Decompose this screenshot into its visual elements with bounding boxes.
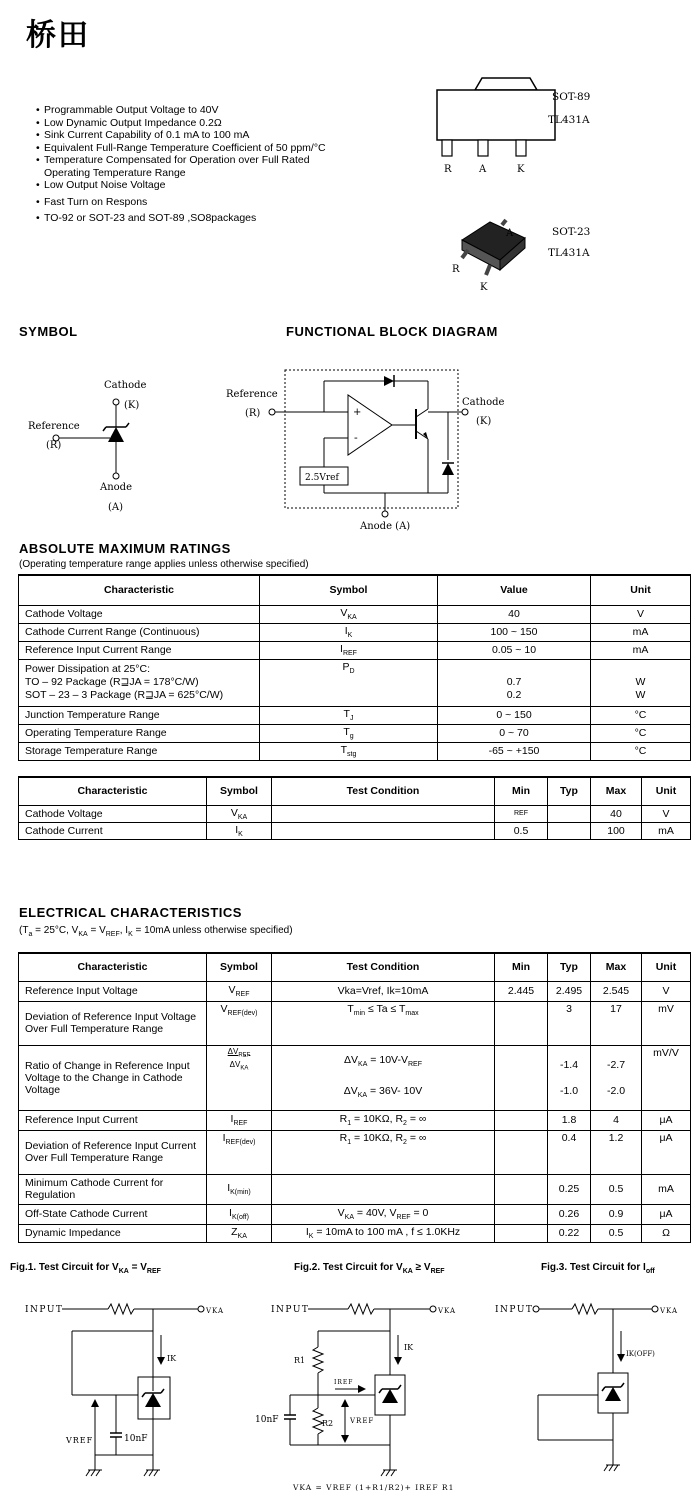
table-header-row [19,777,691,805]
fig3-input-label: INPUT [495,1305,534,1315]
cell: Ratio of Change in Reference Input Voltage to the Change in Cathode Voltage [19,1045,207,1110]
cell: μA [642,1204,691,1224]
sot23-package-drawing [440,210,690,295]
cell: 100 ~ 150 [438,623,591,641]
cell: $Z_{KA}$ [207,1224,272,1242]
cell: 2.545 [591,981,642,1001]
sot89-pin-r: R [444,164,452,175]
cell: $V_{KA}$ [207,805,272,822]
table-row [19,1224,691,1242]
feature-item: • Fast Turn on Respons [36,196,344,209]
fig2-equation: VKA = VREF (1+R1/R2)+ IREF R1 [293,1483,455,1492]
col-characteristic: Characteristic [19,575,260,605]
cell: Deviation of Reference Input Voltage Over Full Temperature Range [19,1001,207,1045]
cell: 0.9 [591,1204,642,1224]
col-unit: Unit [642,953,691,981]
cell: -65 ~ +150 [438,742,591,760]
cell: $V_{REF(dev)}$ [207,1001,272,1045]
sot23-label: SOT-23 [552,226,591,238]
opamp-minus: - [354,431,358,444]
cell: Cathode Current [19,822,207,839]
symbol-anode-label: Anode [100,482,133,493]
cell: mA [591,641,691,659]
cell: 0.05 ~ 10 [438,641,591,659]
symbol-drawing [20,375,170,515]
cell [272,822,495,839]
cell: $\Delta V_{KA} = 10V-V_{REF}$ $\Delta V_{KA} = 36V-$ 10V [272,1045,495,1110]
cell: Reference Input Current Range [19,641,260,659]
cell: $V_{REF}$ [207,981,272,1001]
cell: 17 [591,1001,642,1045]
table-row [19,981,691,1001]
cell: 0.4 [548,1130,591,1174]
cell: Dynamic Impedance [19,1224,207,1242]
cell-value: -1.4 [559,1058,579,1071]
cell: 100 [591,822,642,839]
cell: $I_K = 10mA$ to 100 mA , f ≤ 1.0KHz [272,1224,495,1242]
cell: $I_{REF}$ [260,641,438,659]
cell [495,1174,548,1204]
cell: $V_{KA}$ [260,605,438,623]
cell: $T_{stg}$ [260,742,438,760]
electrical-characteristics-table [18,952,691,1243]
cell: Cathode Current Range (Continuous) [19,623,260,641]
cell [272,1174,495,1204]
cell: 4 [591,1110,642,1130]
symbol-a-label: (A) [108,502,124,513]
cell: 0.22 [548,1224,591,1242]
table-row [19,805,691,822]
cell: mA [591,623,691,641]
sot89-package-drawing [420,70,690,180]
cell: °C [591,706,691,724]
cell-value: -2.7 [606,1058,626,1071]
cell: Junction Temperature Range [19,706,260,724]
cell: Minimum Cathode Current for Regulation [19,1174,207,1204]
table-row [19,1110,691,1130]
power-line: SOT – 23 – 3 Package (R⊒JA = 625°C/W) [25,689,224,701]
feature-item: • Equivalent Full-Range Temperature Coefficient of 50 ppm/°C [36,142,344,155]
symbol-k-label: (K) [124,400,140,411]
cell: $I_{REF(dev)}$ [207,1130,272,1174]
power-value: 0.7 [506,676,522,688]
recommended-operating-table [18,776,691,840]
block-reference-label: Reference [226,389,278,400]
cell [548,1045,591,1110]
fig2-input-label: INPUT [271,1305,310,1315]
table-row [19,1130,691,1174]
sot89-pin-k: K [517,164,525,175]
cell: V [642,805,691,822]
cell: $R_1 = 10K\Omega$, $R_2$ = ∞ [272,1130,495,1174]
col-unit: Unit [591,575,691,605]
vref-box-label: 2.5Vref [305,473,339,483]
fig3-ik-label: IK(OFF) [626,1350,655,1358]
table-row [19,822,691,839]
fig1-vref-label: VREF [66,1436,94,1445]
table-row [19,742,691,760]
sot89-label: SOT-89 [552,91,591,103]
col-typ: Typ [548,953,591,981]
cell: Ω [642,1224,691,1242]
col-symbol: Symbol [207,953,272,981]
cell: °C [591,742,691,760]
elec-subtitle: ($T_a = 25^\circ C$, $V_{KA} = V_{REF}$, $I_K = 10mA$ unless otherwise specified) [19,925,293,938]
cell: 0.26 [548,1204,591,1224]
col-symbol: Symbol [260,575,438,605]
table-header-row [19,953,691,981]
sot89-part: TL431A [548,114,590,126]
cell: 0 ~ 70 [438,724,591,742]
cell [495,1110,548,1130]
block-k-label: (K) [476,416,492,427]
fig2-r1-label: R1 [294,1356,306,1365]
symbol-r-label: (R) [46,440,62,451]
cell [495,1130,548,1174]
sot23-pin-a: A [506,228,514,239]
brand-logo: 桥田 [26,18,90,53]
fig3-vka-label: VKA [660,1307,679,1315]
col-symbol: Symbol [207,777,272,805]
abs-max-table [18,574,691,761]
table-row [19,1174,691,1204]
cell: Vka=Vref, Ik=10mA [272,981,495,1001]
cell [19,659,260,706]
cell: mA [642,822,691,839]
cell: REF [495,805,548,822]
cell: °C [591,724,691,742]
cell: Cathode Voltage [19,805,207,822]
feature-item: • Sink Current Capability of 0.1 mA to 100 mA [36,129,344,142]
feature-item: • TO-92 or SOT-23 and SOT-89 ,SO8packages [36,212,344,225]
block-cathode-label: Cathode [462,397,505,408]
cell [272,805,495,822]
cell: Deviation of Reference Input Current Over Full Temperature Range [19,1130,207,1174]
cell: $I_K$ [207,822,272,839]
fig2-ik-label: IK [404,1343,414,1352]
fig3-circuit [490,1295,695,1480]
fig2-cap-label: 10nF [255,1415,279,1425]
cell-value: -1.0 [559,1084,579,1097]
cell: μA [642,1110,691,1130]
fig2-title: Fig.2. Test Circuit for $V_{KA} \ge V_{REF}$ [294,1262,445,1275]
cell: $I_{K(off)}$ [207,1204,272,1224]
feature-list [36,104,344,225]
block-r-label: (R) [245,408,261,419]
col-unit: Unit [642,777,691,805]
cell: 2.445 [495,981,548,1001]
table-row [19,605,691,623]
symbol-cathode-label: Cathode [104,380,147,391]
cell [495,1204,548,1224]
cell [495,1224,548,1242]
fig2-circuit [250,1295,480,1495]
cell: 0.25 [548,1174,591,1204]
col-characteristic: Characteristic [19,953,207,981]
sot89-pin-a: A [479,164,487,175]
functional-block-diagram [220,365,520,535]
col-condition: Test Condition [272,953,495,981]
cell: $T_J$ [260,706,438,724]
col-max: Max [591,953,642,981]
power-line: Power Dissipation at 25°C: [25,663,151,675]
cell: mV [642,1001,691,1045]
fig2-vka-label: VKA [438,1307,457,1315]
fig1-input-label: INPUT [25,1305,64,1315]
block-diagram-title: FUNCTIONAL BLOCK DIAGRAM [286,324,498,339]
fig1-ik-label: IK [167,1354,177,1363]
cell: Storage Temperature Range [19,742,260,760]
cell: Reference Input Voltage [19,981,207,1001]
table-row [19,659,691,706]
elec-title: ELECTRICAL CHARACTERISTICS [19,905,242,920]
cell: $T_g$ [260,724,438,742]
cell [591,659,691,706]
table-row [19,724,691,742]
sot23-pin-k: K [480,282,488,293]
cell: V [642,981,691,1001]
cell: Cathode Voltage [19,605,260,623]
cell [548,822,591,839]
feature-item: • Temperature Compensated for Operation over Full Rated Operating Temperature Range [36,154,344,179]
cell: $\Delta V_{REF}$ $\Delta V_{KA}$ [207,1045,272,1110]
col-typ: Typ [548,777,591,805]
cell: Reference Input Current [19,1110,207,1130]
opamp-plus: + [353,407,362,418]
cell: 1.8 [548,1110,591,1130]
abs-max-subtitle: (Operating temperature range applies unless otherwise specified) [19,559,309,570]
power-unit: W [635,689,646,701]
cell: μA [642,1130,691,1174]
cell [495,1001,548,1045]
sot23-part: TL431A [548,247,590,259]
table-row [19,706,691,724]
table-row [19,1045,691,1110]
fig3-title: Fig.3. Test Circuit for $I_{off}$ [541,1262,655,1275]
cell-value: -2.0 [606,1084,626,1097]
cell: $I_{REF}$ [207,1110,272,1130]
cell: 2.495 [548,981,591,1001]
power-line: TO – 92 Package (R⊒JA = 178°C/W) [25,676,199,688]
cell: $I_K$ [260,623,438,641]
power-unit: W [635,676,646,688]
feature-item: • Programmable Output Voltage to 40V [36,104,344,117]
table-row [19,641,691,659]
fig2-vref-label: VREF [350,1417,375,1425]
cell: 0.5 [495,822,548,839]
cell: mA [642,1174,691,1204]
fig2-iref-label: IREF [334,1379,354,1386]
block-anode-label: Anode (A) [360,521,411,532]
cell: 0.5 [591,1174,642,1204]
table-header-row [19,575,691,605]
cell: $V_{KA} = 40V$, $V_{REF} = 0$ [272,1204,495,1224]
abs-max-title: ABSOLUTE MAXIMUM RATINGS [19,541,231,556]
fig1-cap-label: 10nF [124,1434,148,1444]
cell: $P_D$ [260,659,438,706]
fig2-r2-label: R2 [322,1419,334,1428]
col-characteristic: Characteristic [19,777,207,805]
fig1-title: Fig.1. Test Circuit for $V_{KA} = V_{REF}$ [10,1262,161,1275]
table-row [19,1204,691,1224]
cell: Operating Temperature Range [19,724,260,742]
col-min: Min [495,777,548,805]
sot23-pin-r: R [452,264,460,275]
col-condition: Test Condition [272,777,495,805]
table-row [19,1001,691,1045]
cell [591,1045,642,1110]
cell: 40 [438,605,591,623]
fig1-circuit [20,1295,240,1495]
table-row [19,623,691,641]
symbol-title: SYMBOL [19,324,78,339]
cell: 0 ~ 150 [438,706,591,724]
col-max: Max [591,777,642,805]
cell: 40 [591,805,642,822]
cell: mV/V [642,1045,691,1110]
cell: V [591,605,691,623]
cell: 0.5 [591,1224,642,1242]
cell: $T_{min} \le Ta \le T_{max}$ [272,1001,495,1045]
cell: $I_{K(min)}$ [207,1174,272,1204]
col-value: Value [438,575,591,605]
cell: $R_1 = 10K\Omega$, $R_2$ = ∞ [272,1110,495,1130]
symbol-reference-label: Reference [28,421,80,432]
cell [548,805,591,822]
cell: 3 [548,1001,591,1045]
feature-item: • Low Output Noise Voltage [36,179,344,192]
fig1-vka-label: VKA [206,1307,225,1315]
cell: 1.2 [591,1130,642,1174]
cell: Off-State Cathode Current [19,1204,207,1224]
power-value: 0.2 [506,689,522,701]
cell [495,1045,548,1110]
col-min: Min [495,953,548,981]
feature-item: • Low Dynamic Output Impedance 0.2Ω [36,117,344,130]
cell [438,659,591,706]
